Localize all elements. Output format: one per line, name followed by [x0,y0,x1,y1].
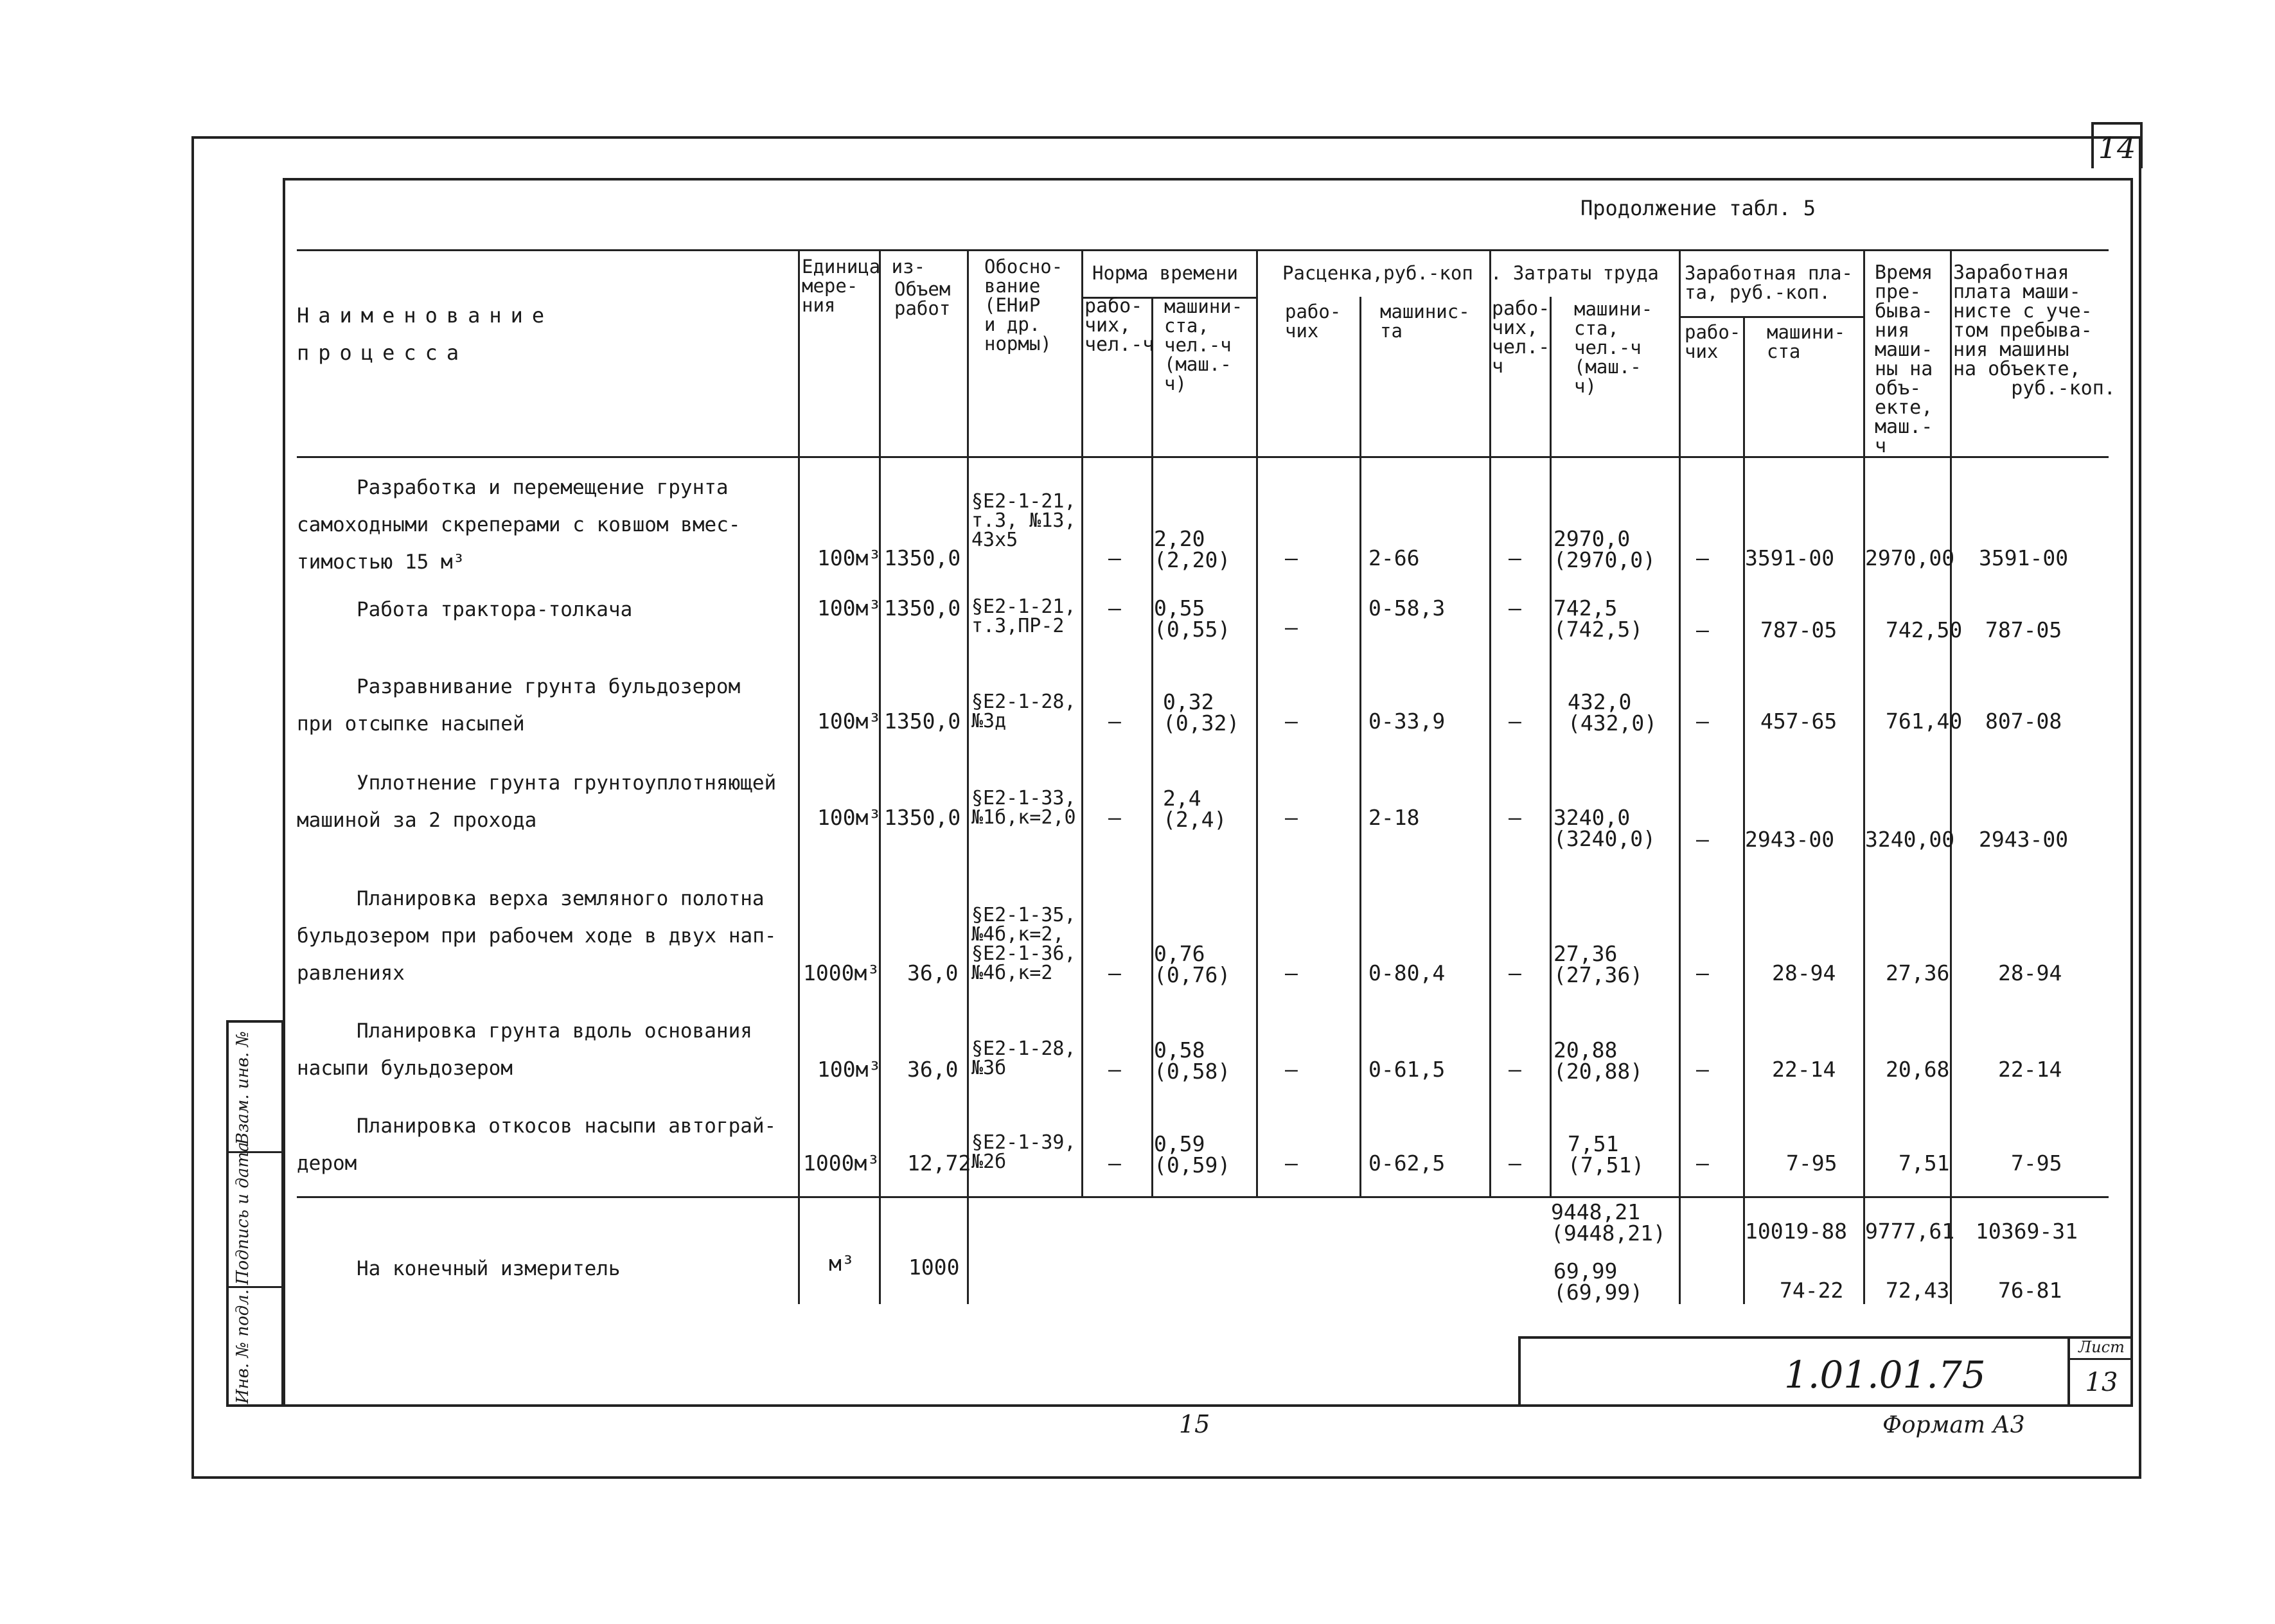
total-wage-machinists-1: 10019-88 [1745,1219,1847,1244]
row1-name-line3: тимостью 15 м³ [297,551,465,574]
stamp-label-vzam: Взам. инв. № [233,1030,252,1145]
row3-wage-workers: – [1696,709,1709,734]
header-rate-workers: рабо- чих [1285,301,1341,342]
row2-wage-workers: – [1696,617,1709,642]
header-rate: Расценка,руб.-коп [1282,262,1473,284]
row6-labor-machinists: 20,88 (20,88) [1554,1037,1643,1084]
col-divider-stay [1863,249,1865,1304]
stamp-strip [226,1020,284,1407]
col-divider-rate [1256,249,1258,1196]
row1-stay-time: 2970,00 [1865,545,1955,570]
row4-labor-machinists: 3240,0 (3240,0) [1554,805,1656,851]
row3-stay-time: 761,40 [1886,709,1963,734]
col-divider-wage [1679,249,1681,1304]
row2-wage-machinists: 787-05 [1760,617,1837,642]
row3-basis: §Е2-1-28, №3д [971,691,1076,732]
row6-norm-machinists: 0,58 (0,58) [1154,1037,1231,1084]
total-wage-machinists-2: 74-22 [1780,1278,1844,1303]
row4-norm-workers: – [1108,805,1121,830]
row3-norm-workers: – [1108,709,1121,734]
header-bottom-rule [297,456,2109,458]
row7-labor-workers: – [1509,1151,1521,1176]
page-number-bottom: 15 [1179,1410,1210,1438]
header-labor-machinists: машини- ста, чел.-ч (маш.- ч) [1574,298,1653,397]
row7-basis: §Е2-1-39, №2б [971,1131,1076,1173]
col-divider-unit [798,249,800,1304]
total-stay-wage-1: 10369-31 [1976,1219,2078,1244]
row5-unit: 1000м³ [803,960,880,985]
total-labor-machinists-1: 9448,21 (9448,21) [1551,1199,1666,1246]
col-divider-rate-sub [1359,297,1361,1196]
row1-basis: §Е2-1-21, т.3, №13, 43х5 [971,490,1076,551]
stamp-cell-inv [229,1286,281,1408]
list-label: Лист [2070,1336,2133,1360]
doc-code: 1.01.01.75 [1784,1353,1986,1397]
row3-labor-machinists: 432,0 (432,0) [1568,689,1658,736]
row5-name-line1: Планировка верха земляного полотна [357,887,765,910]
sheet-number-top: 14 [2091,122,2143,168]
row5-name-line2: бульдозером при рабочем ходе в двух нап- [297,924,777,948]
row7-norm-workers: – [1108,1151,1121,1176]
row4-basis: §Е2-1-33, №1б,к=2,0 [971,787,1076,829]
row6-volume: 36,0 [907,1057,959,1082]
header-labor-workers: рабо- чих, чел.- ч [1492,297,1550,378]
row7-rate-machinists: 0-62,5 [1368,1151,1446,1176]
row7-norm-machinists: 0,59 (0,59) [1154,1131,1231,1178]
row2-stay-wage: 787-05 [1985,617,2062,642]
row2-rate-workers: – [1285,615,1298,640]
row2-norm-workers: – [1108,596,1121,621]
header-norm-workers: рабо- чих, чел.-ч [1084,295,1155,356]
row4-unit: 100м³ [817,805,881,830]
row6-stay-wage: 22-14 [1998,1057,2062,1082]
row1-norm-workers: – [1108,545,1121,570]
total-name: На конечный измеритель [357,1257,621,1280]
table-top-rule [297,249,2109,251]
total-stay-time-2: 72,43 [1886,1278,1950,1303]
row1-stay-wage: 3591-00 [1979,545,2069,570]
row6-norm-workers: – [1108,1057,1121,1082]
header-volume: Объем работ [894,278,951,319]
row7-volume: 12,72 [907,1151,971,1176]
row6-stay-time: 20,68 [1886,1057,1950,1082]
row5-stay-wage: 28-94 [1998,960,2062,985]
row3-norm-machinists: 0,32 (0,32) [1163,689,1240,736]
row6-rate-machinists: 0-61,5 [1368,1057,1446,1082]
header-wage-workers: рабо- чих [1685,321,1741,362]
row4-stay-time: 3240,00 [1865,827,1955,852]
wage-subheader-rule [1679,316,1863,318]
col-divider-labor [1489,249,1491,1196]
row7-labor-machinists: 7,51 (7,51) [1568,1131,1645,1178]
row3-rate-workers: – [1285,709,1298,734]
col-divider-staywage [1950,249,1952,1304]
row7-wage-workers: – [1696,1151,1709,1176]
row5-norm-machinists: 0,76 (0,76) [1154,941,1231,987]
row6-wage-machinists: 22-14 [1772,1057,1836,1082]
row2-labor-machinists: 742,5 (742,5) [1554,596,1643,642]
row4-norm-machinists: 2,4 (2,4) [1163,786,1227,832]
row5-basis: §Е2-1-35, №4б,к=2, §Е2-1-36, №4б,к=2 [971,904,1076,984]
row3-unit: 100м³ [817,709,881,734]
col-divider-wage-sub [1743,316,1745,1304]
row1-wage-workers: – [1696,545,1709,570]
row3-rate-machinists: 0-33,9 [1368,709,1446,734]
row2-rate-machinists: 0-58,3 [1368,596,1446,621]
row6-wage-workers: – [1696,1057,1709,1082]
format-label: Формат А3 [1882,1412,2025,1438]
row4-wage-machinists: 2943-00 [1745,827,1835,852]
row7-name-line1: Планировка откосов насыпи автограй- [357,1115,777,1138]
row5-name-line3: равлениях [297,962,405,985]
row3-name-line1: Разравнивание грунта бульдозером [357,675,741,698]
total-labor-machinists-2: 69,99 (69,99) [1554,1258,1643,1305]
total-unit: м³ [829,1251,854,1276]
row5-labor-workers: – [1509,960,1521,985]
row2-unit: 100м³ [817,596,881,621]
row5-rate-workers: – [1285,960,1298,985]
stamp-cell-podpis [229,1142,281,1286]
header-norm-time: Норма времени [1092,262,1238,284]
row2-norm-machinists: 0,55 (0,55) [1154,596,1231,642]
row1-name-line2: самоходными скреперами с ковшом вмес- [297,513,741,536]
header-norm-machinists: машини- ста, чел.-ч (маш.- ч) [1164,296,1243,394]
row2-stay-time: 742,50 [1886,617,1963,642]
row7-name-line2: дером [297,1152,357,1175]
row1-wage-machinists: 3591-00 [1745,545,1835,570]
header-name: Наименование процесса [297,303,554,365]
row1-unit: 100м³ [817,545,881,570]
row5-wage-workers: – [1696,960,1709,985]
row7-rate-workers: – [1285,1151,1298,1176]
row5-stay-time: 27,36 [1886,960,1950,985]
header-labor: . Затраты труда [1491,262,1659,284]
row4-rate-workers: – [1285,805,1298,830]
header-basis: Обосно- вание (ЕНиР и др. нормы) [984,256,1063,355]
row5-labor-machinists: 27,36 (27,36) [1554,941,1643,987]
row7-unit: 1000м³ [803,1151,880,1176]
row7-stay-wage: 7-95 [2011,1151,2062,1176]
header-stay-time: Время пре- быва- ния маши- ны на объ- екте, маш.- ч [1875,261,1933,457]
col-divider-norm [1081,249,1083,1196]
total-stay-time-1: 9777,61 [1865,1219,1955,1244]
row5-wage-machinists: 28-94 [1772,960,1836,985]
row5-volume: 36,0 [907,960,959,985]
row3-name-line2: при отсыпке насыпей [297,712,525,736]
stamp-label-podpis: Подпись и дата [233,1142,252,1285]
row1-labor-machinists: 2970,0 (2970,0) [1554,526,1656,572]
row5-norm-workers: – [1108,960,1121,985]
col-divider-norm-sub [1151,297,1153,1196]
stamp-label-inv: Инв. № подл. [233,1289,252,1404]
list-box [2067,1336,2133,1407]
col-divider-basis [967,249,969,1304]
total-separator-rule [297,1196,2109,1198]
header-wage: Заработная пла- та, руб.-коп. [1685,262,1853,303]
row6-rate-workers: – [1285,1057,1298,1082]
col-divider-volume [879,249,881,1304]
row4-labor-workers: – [1509,805,1521,830]
header-stay-wage: Заработная плата маши- нисте с уче- том пребыва- ния машины на объекте, руб.-коп. [1953,261,2116,400]
row1-rate-workers: – [1285,545,1298,570]
row4-stay-wage: 2943-00 [1979,827,2069,852]
list-number: 13 [2085,1368,2118,1397]
row3-wage-machinists: 457-65 [1760,709,1837,734]
doc-code-box [1518,1336,2133,1407]
header-wage-machinists: машини- ста [1767,321,1846,362]
row1-name-line1: Разработка и перемещение грунта [357,476,729,499]
row4-volume: 1350,0 [884,805,961,830]
row6-name-line2: насыпи бульдозером [297,1057,513,1080]
row4-name-line1: Уплотнение грунта грунтоуплотняющей [357,772,777,795]
row2-volume: 1350,0 [884,596,961,621]
header-rate-machinists: машинис- та [1380,301,1470,342]
stamp-cell-vzam [229,1023,281,1151]
row6-labor-workers: – [1509,1057,1521,1082]
row3-labor-workers: – [1509,709,1521,734]
row7-wage-machinists: 7-95 [1786,1151,1837,1176]
row4-name-line2: машиной за 2 прохода [297,809,537,832]
header-unit: Единица из- мере- ния [802,256,926,316]
total-stay-wage-2: 76-81 [1998,1278,2062,1303]
row4-rate-machinists: 2-18 [1368,805,1420,830]
col-divider-labor-sub [1550,297,1552,1196]
row1-labor-workers: – [1509,545,1521,570]
row6-name-line1: Планировка грунта вдоль основания [357,1019,752,1043]
row2-name-line1: Работа трактора-толкача [357,598,633,621]
row6-unit: 100м³ [817,1057,881,1082]
total-volume: 1000 [908,1255,960,1280]
row4-wage-workers: – [1696,827,1709,852]
row1-norm-machinists: 2,20 (2,20) [1154,526,1231,572]
row1-rate-machinists: 2-66 [1368,545,1420,570]
row2-basis: §Е2-1-21, т.3,ПР-2 [971,596,1076,637]
row3-volume: 1350,0 [884,709,961,734]
row3-stay-wage: 807-08 [1985,709,2062,734]
row6-basis: §Е2-1-28, №3б [971,1037,1076,1079]
row7-stay-time: 7,51 [1899,1151,1950,1176]
row2-labor-workers: – [1509,596,1521,621]
row1-volume: 1350,0 [884,545,961,570]
row5-rate-machinists: 0-80,4 [1368,960,1446,985]
table-continuation-title: Продолжение табл. 5 [1580,196,1816,220]
